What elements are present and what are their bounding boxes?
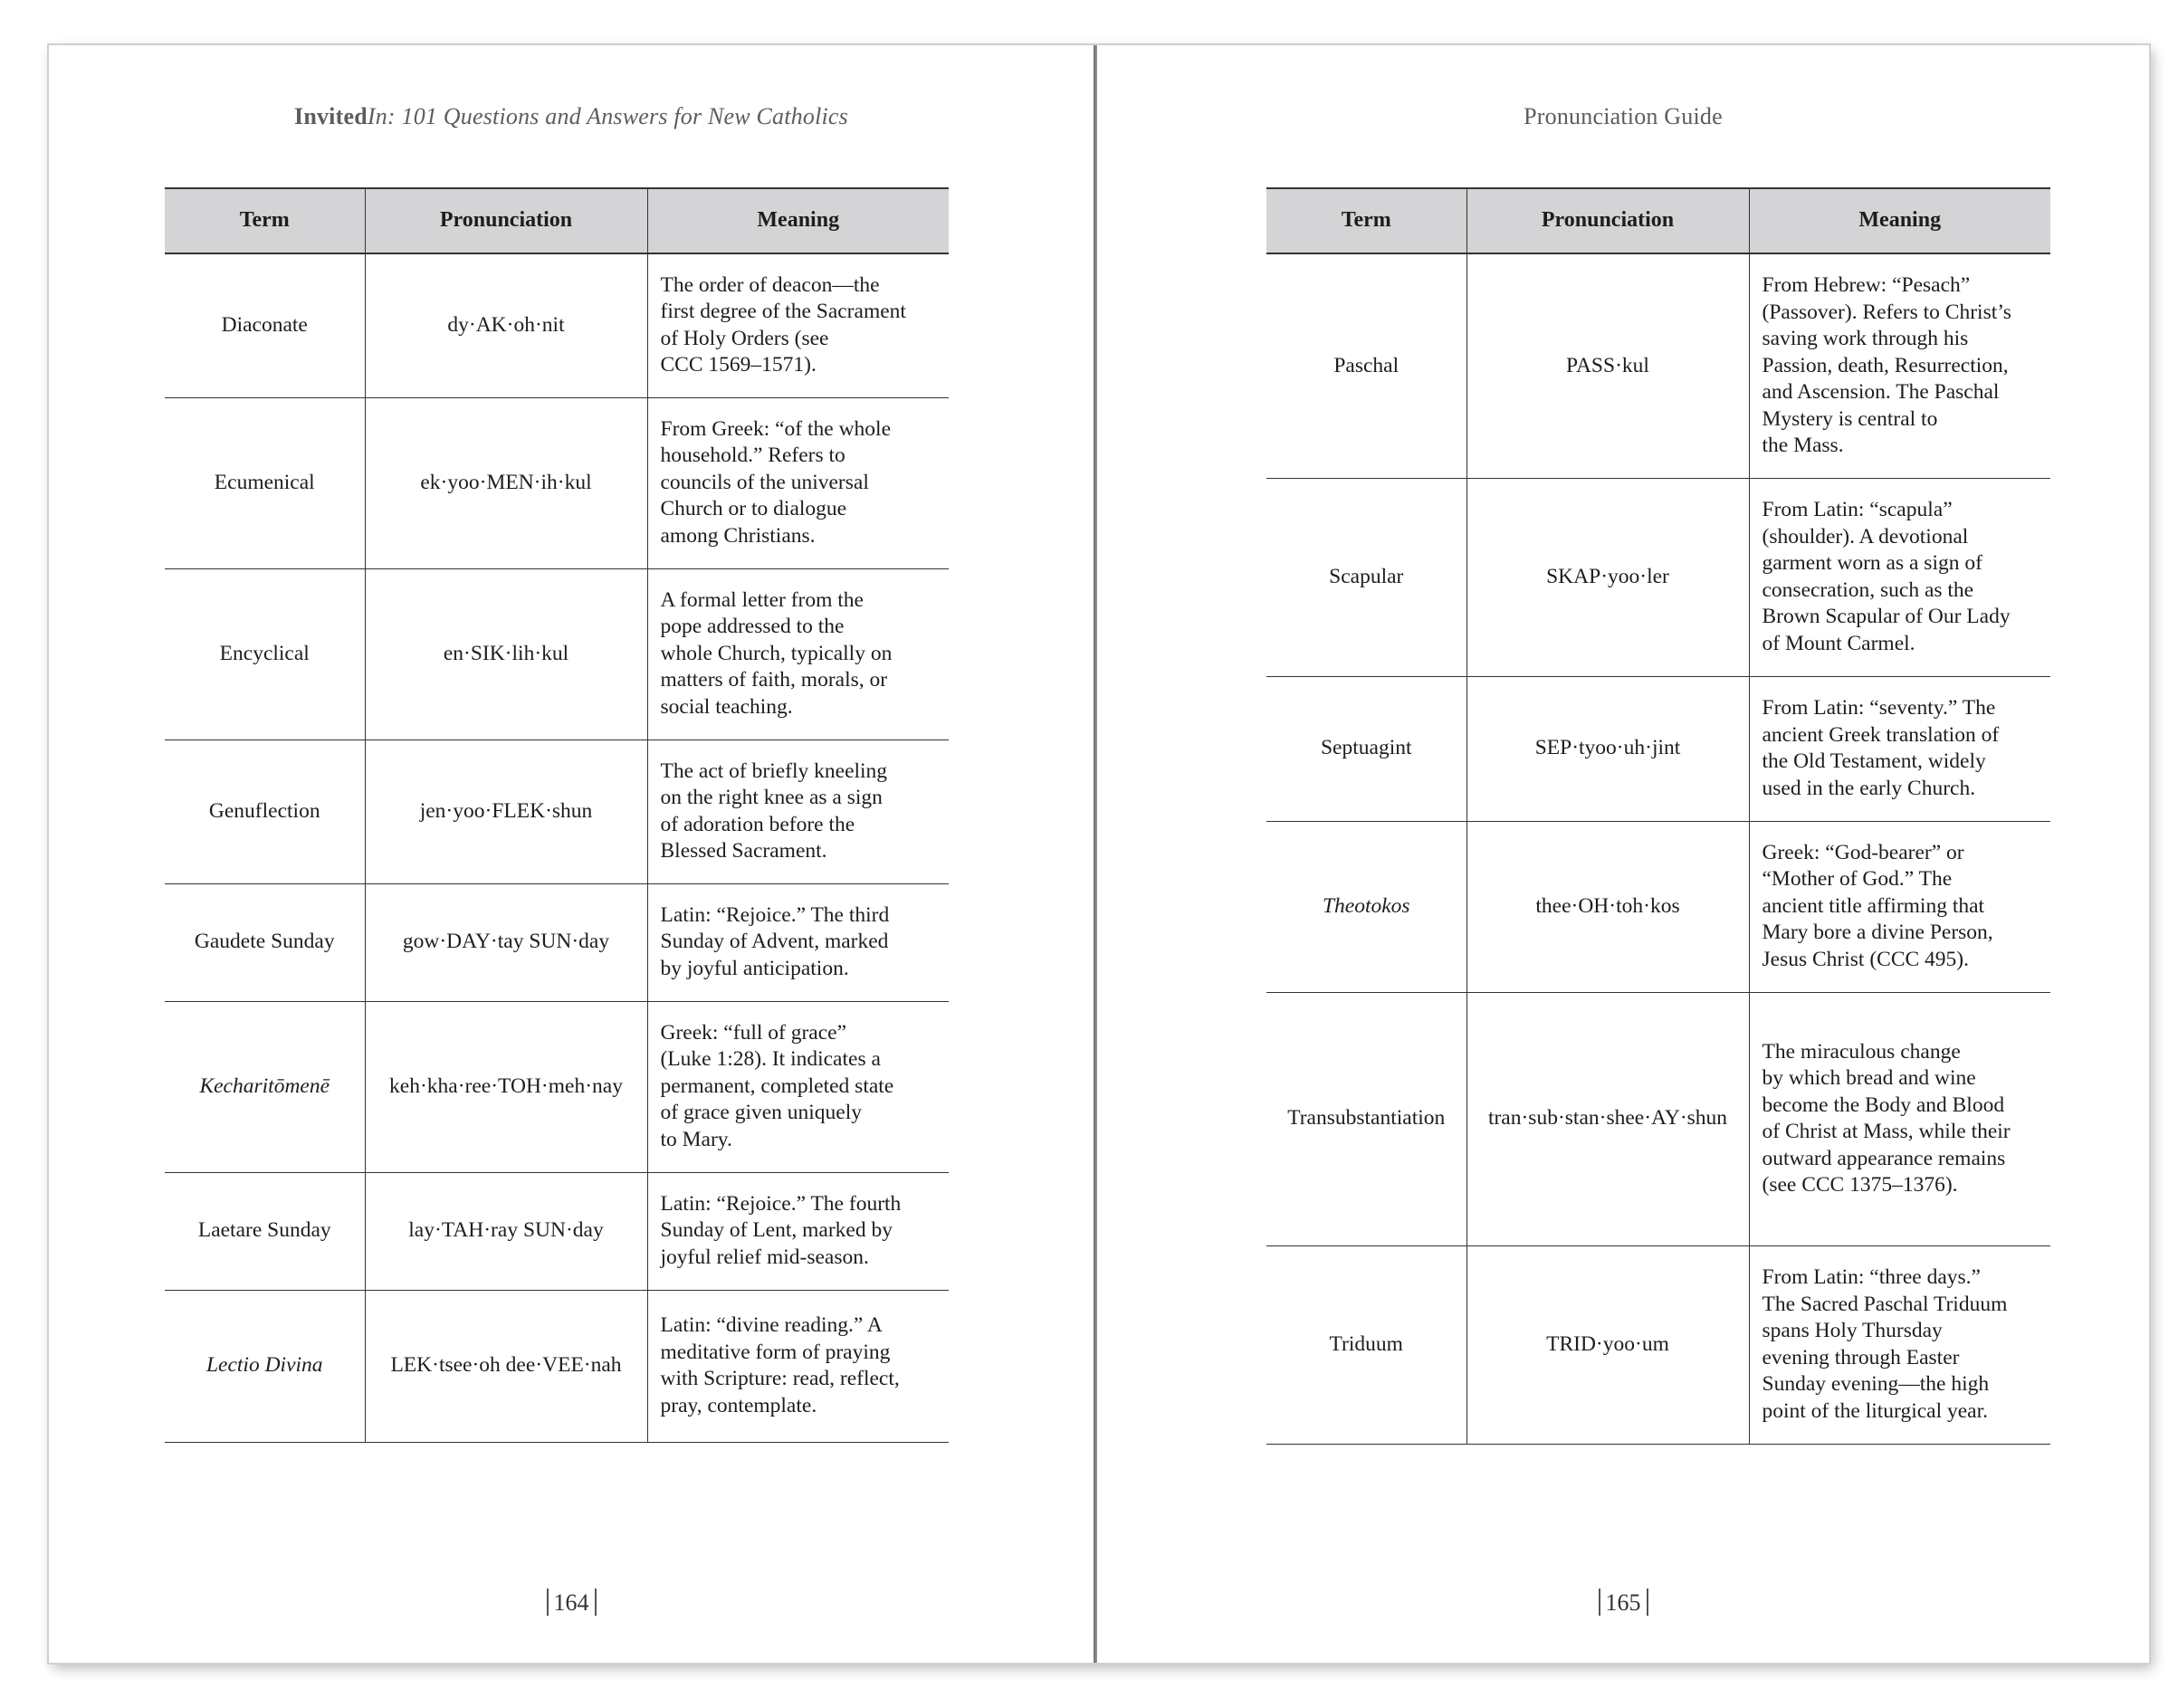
meaning-line: whole Church, typically on bbox=[660, 641, 893, 665]
pronunciation-cell: lay·TAH·ray SUN·day bbox=[365, 1172, 647, 1290]
meaning-line: permanent, completed state bbox=[660, 1073, 894, 1098]
meaning-line: and Ascension. The Paschal bbox=[1762, 380, 2000, 404]
meaning-line: evening through Easter bbox=[1762, 1345, 1960, 1369]
meaning-line: Brown Scapular of Our Lady bbox=[1762, 605, 2011, 628]
meaning-cell bbox=[1749, 253, 2050, 478]
pronunciation-cell: en·SIK·lih·kul bbox=[365, 568, 647, 739]
meaning-line: The Sacred Paschal Triduum bbox=[1762, 1292, 2008, 1316]
meaning-line: Mystery is central to bbox=[1762, 406, 1938, 431]
meaning-line: pope addressed to the bbox=[660, 615, 845, 639]
meaning-line: Mary bore a divine Person, bbox=[1762, 921, 1993, 945]
meaning-cell bbox=[1749, 821, 2050, 992]
meaning-line: among Christians. bbox=[660, 523, 816, 548]
table-row bbox=[165, 739, 949, 883]
meaning-line: (Luke 1:28). It indicates a bbox=[660, 1047, 881, 1072]
table-row bbox=[1266, 992, 2050, 1245]
meaning-line: consecration, such as the bbox=[1762, 577, 1974, 602]
meaning-line: to Mary. bbox=[660, 1127, 732, 1151]
table-row bbox=[165, 1001, 949, 1172]
page-number-bar bbox=[1647, 1589, 1648, 1616]
right-page bbox=[1097, 45, 2149, 1663]
meaning-line: first degree of the Sacrament bbox=[660, 300, 906, 324]
pronunciation-cell: dy·AK·oh·nit bbox=[365, 253, 647, 397]
pronunciation-cell: keh·kha·ree·TOH·meh·nay bbox=[365, 1001, 647, 1172]
meaning-line: (Passover). Refers to Christ’s bbox=[1762, 300, 2011, 324]
meaning-line: by which bread and wine bbox=[1762, 1066, 1976, 1090]
meaning-line: Passion, death, Resurrection, bbox=[1762, 353, 2009, 377]
meaning-line: outward appearance remains bbox=[1762, 1146, 2006, 1170]
page-number-value: 164 bbox=[553, 1589, 589, 1616]
meaning-cell bbox=[647, 253, 949, 397]
book-spread bbox=[49, 45, 2149, 1663]
meaning-line: of Christ at Mass, while their bbox=[1762, 1120, 2011, 1143]
pronunciation-cell: SKAP·yoo·ler bbox=[1466, 478, 1749, 676]
meaning-line: (shoulder). A devotional bbox=[1762, 524, 1969, 549]
meaning-line: Jesus Christ (CCC 495). bbox=[1762, 947, 1969, 971]
page-number-left bbox=[49, 1589, 1094, 1617]
pronunciation-cell: thee·OH·toh·kos bbox=[1466, 821, 1749, 992]
meaning-line: of grace given uniquely bbox=[660, 1101, 863, 1125]
meaning-line: Latin: “Rejoice.” The fourth bbox=[660, 1191, 902, 1216]
meaning-line: Blessed Sacrament. bbox=[660, 839, 827, 863]
term-cell: Scapular bbox=[1266, 478, 1466, 676]
page-number-bar bbox=[547, 1589, 549, 1616]
meaning-cell bbox=[1749, 1245, 2050, 1444]
meaning-cell bbox=[647, 739, 949, 883]
header-term: Term bbox=[165, 188, 365, 253]
header-pronunciation: Pronunciation bbox=[1466, 188, 1749, 253]
meaning-cell bbox=[1749, 478, 2050, 676]
term-cell: Ecumenical bbox=[165, 397, 365, 568]
header-pronunciation: Pronunciation bbox=[365, 188, 647, 253]
meaning-line: ancient title affirming that bbox=[1762, 893, 1985, 918]
term-cell: Genuflection bbox=[165, 739, 365, 883]
running-head-left bbox=[49, 103, 1094, 130]
term-cell: Encyclical bbox=[165, 568, 365, 739]
meaning-cell bbox=[647, 883, 949, 1001]
table-row bbox=[165, 1172, 949, 1290]
meaning-line: the Mass. bbox=[1762, 434, 1844, 457]
term-cell: Diaconate bbox=[165, 253, 365, 397]
meaning-line: Latin: “Rejoice.” The third bbox=[660, 902, 890, 927]
table-row bbox=[1266, 253, 2050, 478]
table-row bbox=[165, 1290, 949, 1442]
meaning-cell bbox=[1749, 992, 2050, 1245]
pronunciation-cell: LEK·tsee·oh dee·VEE·nah bbox=[365, 1290, 647, 1442]
pronunciation-cell: ek·yoo·MEN·ih·kul bbox=[365, 397, 647, 568]
meaning-cell bbox=[647, 1172, 949, 1290]
term-cell: Transubstantiation bbox=[1266, 992, 1466, 1245]
meaning-line: Greek: “God-bearer” or bbox=[1762, 840, 1964, 864]
pronunciation-cell: SEP·tyoo·uh·jint bbox=[1466, 676, 1749, 821]
meaning-line: The miraculous change bbox=[1762, 1039, 1961, 1064]
meaning-line: social teaching. bbox=[660, 694, 793, 719]
meaning-cell bbox=[647, 568, 949, 739]
meaning-line: by joyful anticipation. bbox=[660, 956, 849, 980]
meaning-line: of adoration before the bbox=[660, 812, 855, 836]
page-number-value: 165 bbox=[1605, 1589, 1641, 1616]
table-row bbox=[165, 568, 949, 739]
pronunciation-cell: tran·sub·stan·shee·AY·shun bbox=[1466, 992, 1749, 1245]
term-cell: Triduum bbox=[1266, 1245, 1466, 1444]
meaning-line: From Latin: “scapula” bbox=[1762, 498, 1953, 521]
meaning-line: of Holy Orders (see bbox=[660, 326, 829, 350]
meaning-line: meditative form of praying bbox=[660, 1340, 891, 1364]
meaning-cell bbox=[1749, 676, 2050, 821]
meaning-cell bbox=[647, 397, 949, 568]
term-cell: Kecharitōmenē bbox=[165, 1001, 365, 1172]
table-header-row bbox=[165, 188, 949, 253]
pronunciation-cell: PASS·kul bbox=[1466, 253, 1749, 478]
meaning-line: councils of the universal bbox=[660, 470, 869, 494]
header-meaning: Meaning bbox=[647, 188, 949, 253]
book-title-italic: In: 101 Questions and Answers for New Catholics bbox=[367, 103, 848, 129]
meaning-line: Church or to dialogue bbox=[660, 497, 847, 521]
term-cell: Gaudete Sunday bbox=[165, 883, 365, 1001]
meaning-line: The order of deacon—the bbox=[660, 272, 880, 297]
term-cell: Septuagint bbox=[1266, 676, 1466, 821]
meaning-line: saving work through his bbox=[1762, 327, 1969, 350]
page-number-bar bbox=[595, 1589, 597, 1616]
table-row bbox=[165, 253, 949, 397]
meaning-line: with Scripture: read, reflect, bbox=[660, 1367, 900, 1390]
meaning-line: point of the liturgical year. bbox=[1762, 1398, 1989, 1423]
meaning-line: of Mount Carmel. bbox=[1762, 631, 1915, 655]
meaning-line: household.” Refers to bbox=[660, 444, 845, 468]
left-page bbox=[49, 45, 1094, 1663]
meaning-line: used in the early Church. bbox=[1762, 776, 1976, 800]
term-cell: Paschal bbox=[1266, 253, 1466, 478]
page-number-bar bbox=[1599, 1589, 1600, 1616]
pronunciation-cell: TRID·yoo·um bbox=[1466, 1245, 1749, 1444]
meaning-line: A formal letter from the bbox=[660, 587, 864, 612]
pronunciation-table-right bbox=[1266, 187, 2050, 1445]
table-header-row bbox=[1266, 188, 2050, 253]
meaning-line: pray, contemplate. bbox=[660, 1393, 817, 1417]
term-cell: Laetare Sunday bbox=[165, 1172, 365, 1290]
table-row bbox=[165, 397, 949, 568]
term-cell: Lectio Divina bbox=[165, 1290, 365, 1442]
meaning-cell bbox=[647, 1290, 949, 1442]
table-row bbox=[1266, 676, 2050, 821]
table-row bbox=[1266, 821, 2050, 992]
meaning-line: on the right knee as a sign bbox=[660, 786, 883, 809]
meaning-line: spans Holy Thursday bbox=[1762, 1319, 1943, 1342]
table-row bbox=[165, 883, 949, 1001]
meaning-line: CCC 1569–1571). bbox=[660, 353, 817, 377]
meaning-line: joyful relief mid-season. bbox=[660, 1245, 869, 1269]
meaning-line: ancient Greek translation of bbox=[1762, 722, 2000, 747]
book-title-bold: Invited bbox=[294, 103, 368, 129]
pronunciation-cell: jen·yoo·FLEK·shun bbox=[365, 739, 647, 883]
table-row bbox=[1266, 478, 2050, 676]
meaning-line: garment worn as a sign of bbox=[1762, 551, 1982, 575]
meaning-line: From Greek: “of the whole bbox=[660, 416, 892, 441]
meaning-line: The act of briefly kneeling bbox=[660, 759, 888, 783]
term-cell: Theotokos bbox=[1266, 821, 1466, 992]
meaning-line: From Latin: “three days.” bbox=[1762, 1265, 1981, 1289]
meaning-line: From Hebrew: “Pesach” bbox=[1762, 273, 1971, 297]
meaning-line: From Latin: “seventy.” The bbox=[1762, 696, 1996, 720]
meaning-line: matters of faith, morals, or bbox=[660, 668, 888, 692]
meaning-line: become the Body and Blood bbox=[1762, 1093, 2005, 1117]
header-meaning: Meaning bbox=[1749, 188, 2050, 253]
meaning-line: Sunday evening—the high bbox=[1762, 1372, 1990, 1396]
meaning-line: Greek: “full of grace” bbox=[660, 1020, 846, 1045]
meaning-line: Sunday of Lent, marked by bbox=[660, 1218, 893, 1243]
meaning-cell bbox=[647, 1001, 949, 1172]
header-term: Term bbox=[1266, 188, 1466, 253]
pronunciation-cell: gow·DAY·tay SUN·day bbox=[365, 883, 647, 1001]
meaning-line: Latin: “divine reading.” A bbox=[660, 1313, 883, 1337]
meaning-line: “Mother of God.” The bbox=[1762, 867, 1953, 892]
meaning-line: (see CCC 1375–1376). bbox=[1762, 1173, 1958, 1197]
pronunciation-table-left bbox=[165, 187, 949, 1443]
meaning-line: the Old Testament, widely bbox=[1762, 749, 1986, 773]
page-number-right bbox=[1097, 1589, 2149, 1617]
meaning-line: Sunday of Advent, marked bbox=[660, 930, 889, 954]
running-head-right: Pronunciation Guide bbox=[1524, 103, 1723, 129]
table-row bbox=[1266, 1245, 2050, 1444]
